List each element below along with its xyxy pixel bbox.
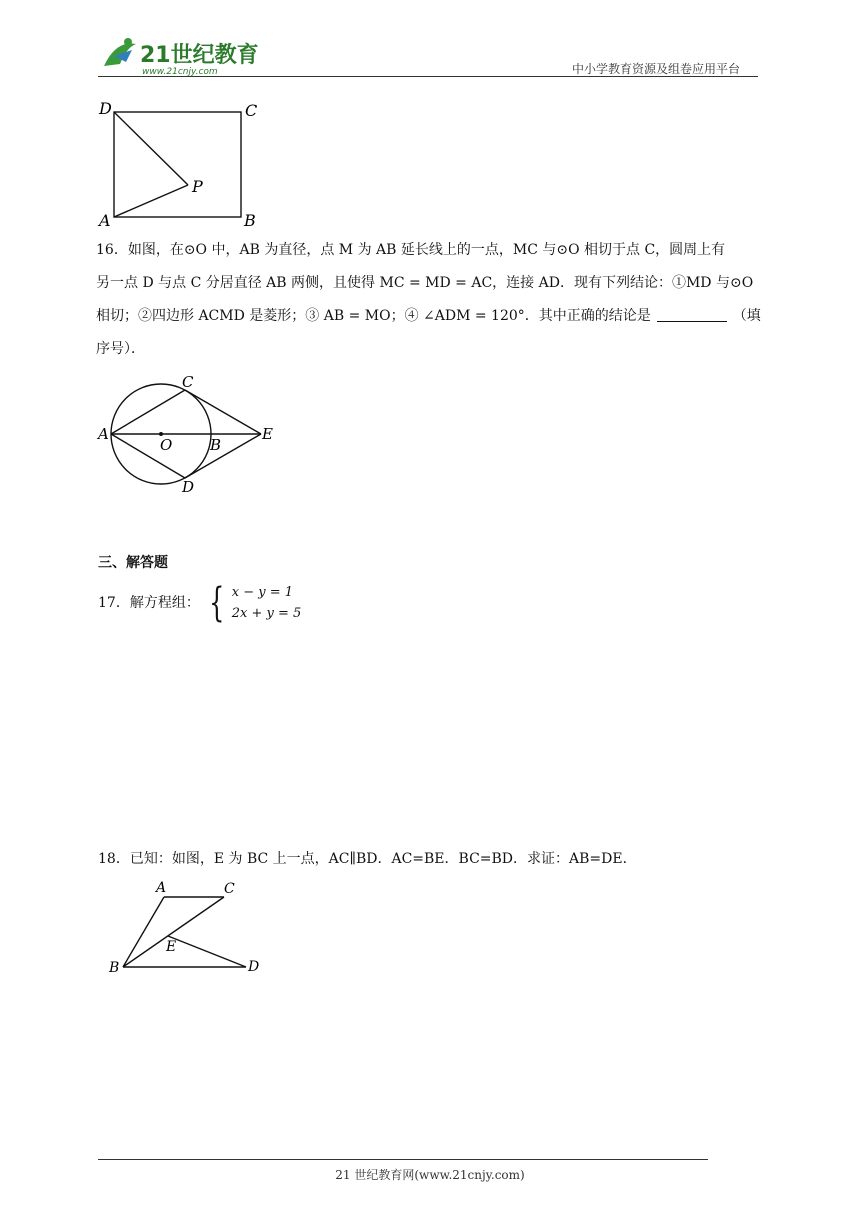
question-18: 18．已知：如图，E 为 BC 上一点，AC∥BD．AC=BE．BC=BD．求证：AB=DE． bbox=[98, 851, 637, 867]
figure-circle-tangent bbox=[96, 372, 296, 500]
label-E: E bbox=[166, 939, 177, 955]
label-C: C bbox=[182, 373, 194, 391]
label-C: C bbox=[224, 881, 235, 897]
equation-system: { x − y = 1 2x + y = 5 bbox=[209, 580, 302, 626]
label-O: O bbox=[160, 436, 173, 454]
label-D: D bbox=[248, 959, 260, 975]
label-E: E bbox=[262, 425, 273, 443]
section-title: 三、解答题 bbox=[98, 555, 168, 571]
label-B: B bbox=[244, 211, 256, 228]
equation-2: 2x + y = 5 bbox=[231, 606, 302, 621]
logo-text: 21世纪教育 bbox=[140, 43, 259, 68]
header-platform-text: 中小学教育资源及组卷应用平台 bbox=[572, 62, 741, 76]
figure-rectangle-abcd bbox=[96, 98, 266, 232]
label-B: B bbox=[109, 960, 120, 976]
label-D: D bbox=[99, 99, 112, 118]
question-17: 17．解方程组： { x − y = 1 2x + y = 5 bbox=[98, 580, 302, 626]
label-P: P bbox=[192, 177, 203, 196]
label-A: A bbox=[156, 880, 167, 896]
header-divider bbox=[98, 76, 758, 77]
answer-blank[interactable] bbox=[657, 307, 727, 322]
figure-triangles bbox=[104, 878, 274, 982]
label-C: C bbox=[245, 101, 258, 120]
label-A: A bbox=[99, 211, 111, 228]
equation-1: x − y = 1 bbox=[231, 585, 293, 600]
q16-line-2: 另一点 D 与点 C 分居直径 AB 两侧，且使得 MC = MD = AC，连接 AD．现有下列结论：①MD 与⊙O bbox=[96, 275, 754, 291]
label-A: A bbox=[98, 425, 109, 443]
label-D: D bbox=[182, 478, 195, 496]
site-logo bbox=[96, 34, 266, 78]
question-16 bbox=[96, 234, 776, 366]
q16-line-4: 序号）． bbox=[96, 341, 145, 357]
label-B: B bbox=[210, 436, 222, 454]
q16-line-1: 16．如图，在⊙O 中，AB 为直径，点 M 为 AB 延长线上的一点，MC 与⊙O 相切于点 C，圆周上有 bbox=[96, 242, 726, 258]
footer-divider bbox=[98, 1159, 708, 1160]
logo-graphic bbox=[96, 34, 266, 78]
q16-line-3: 相切；②四边形 ACMD 是菱形；③ AB = MO；④ ∠ADM = 120°．其中正确的结论是 （填 bbox=[96, 308, 761, 324]
footer-text: 21 世纪教育网(www.21cnjy.com) bbox=[335, 1168, 525, 1182]
logo-url: www.21cnjy.com bbox=[142, 67, 218, 77]
